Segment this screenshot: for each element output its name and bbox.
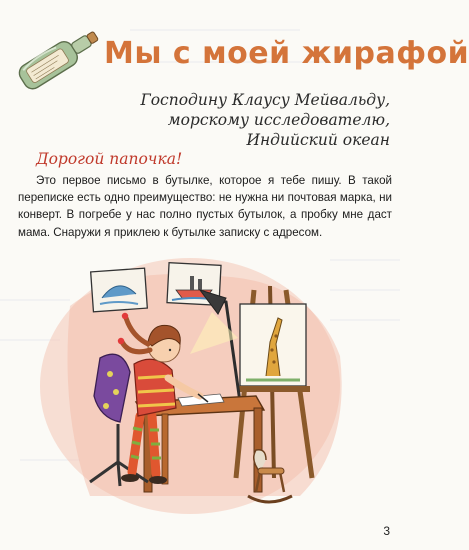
address-line: Индийский океан <box>246 131 390 149</box>
letter-body: Это первое письмо в бутылке, которое я тебе пишу. В такой переписке есть одно преимущество: не нужна ни почтовая марка, ни конверт. В погребе у нас полно пустых бутылок, а пробку мне даст мама. Снаружи я приклею к бутылке записку с адресом. <box>18 174 392 239</box>
page-number: 3 <box>383 524 390 538</box>
address-line: морскому исследователю, <box>167 111 390 129</box>
chapter-title: Мы с моей жирафой <box>104 36 469 71</box>
address-line: Господину Клаусу Мейвальду, <box>140 91 390 109</box>
letter-greeting: Дорогой папочка! <box>36 150 183 168</box>
girl-writing-at-desk-illustration <box>60 246 350 518</box>
bottle-with-letter-icon <box>10 18 106 98</box>
letter-address <box>90 90 390 150</box>
